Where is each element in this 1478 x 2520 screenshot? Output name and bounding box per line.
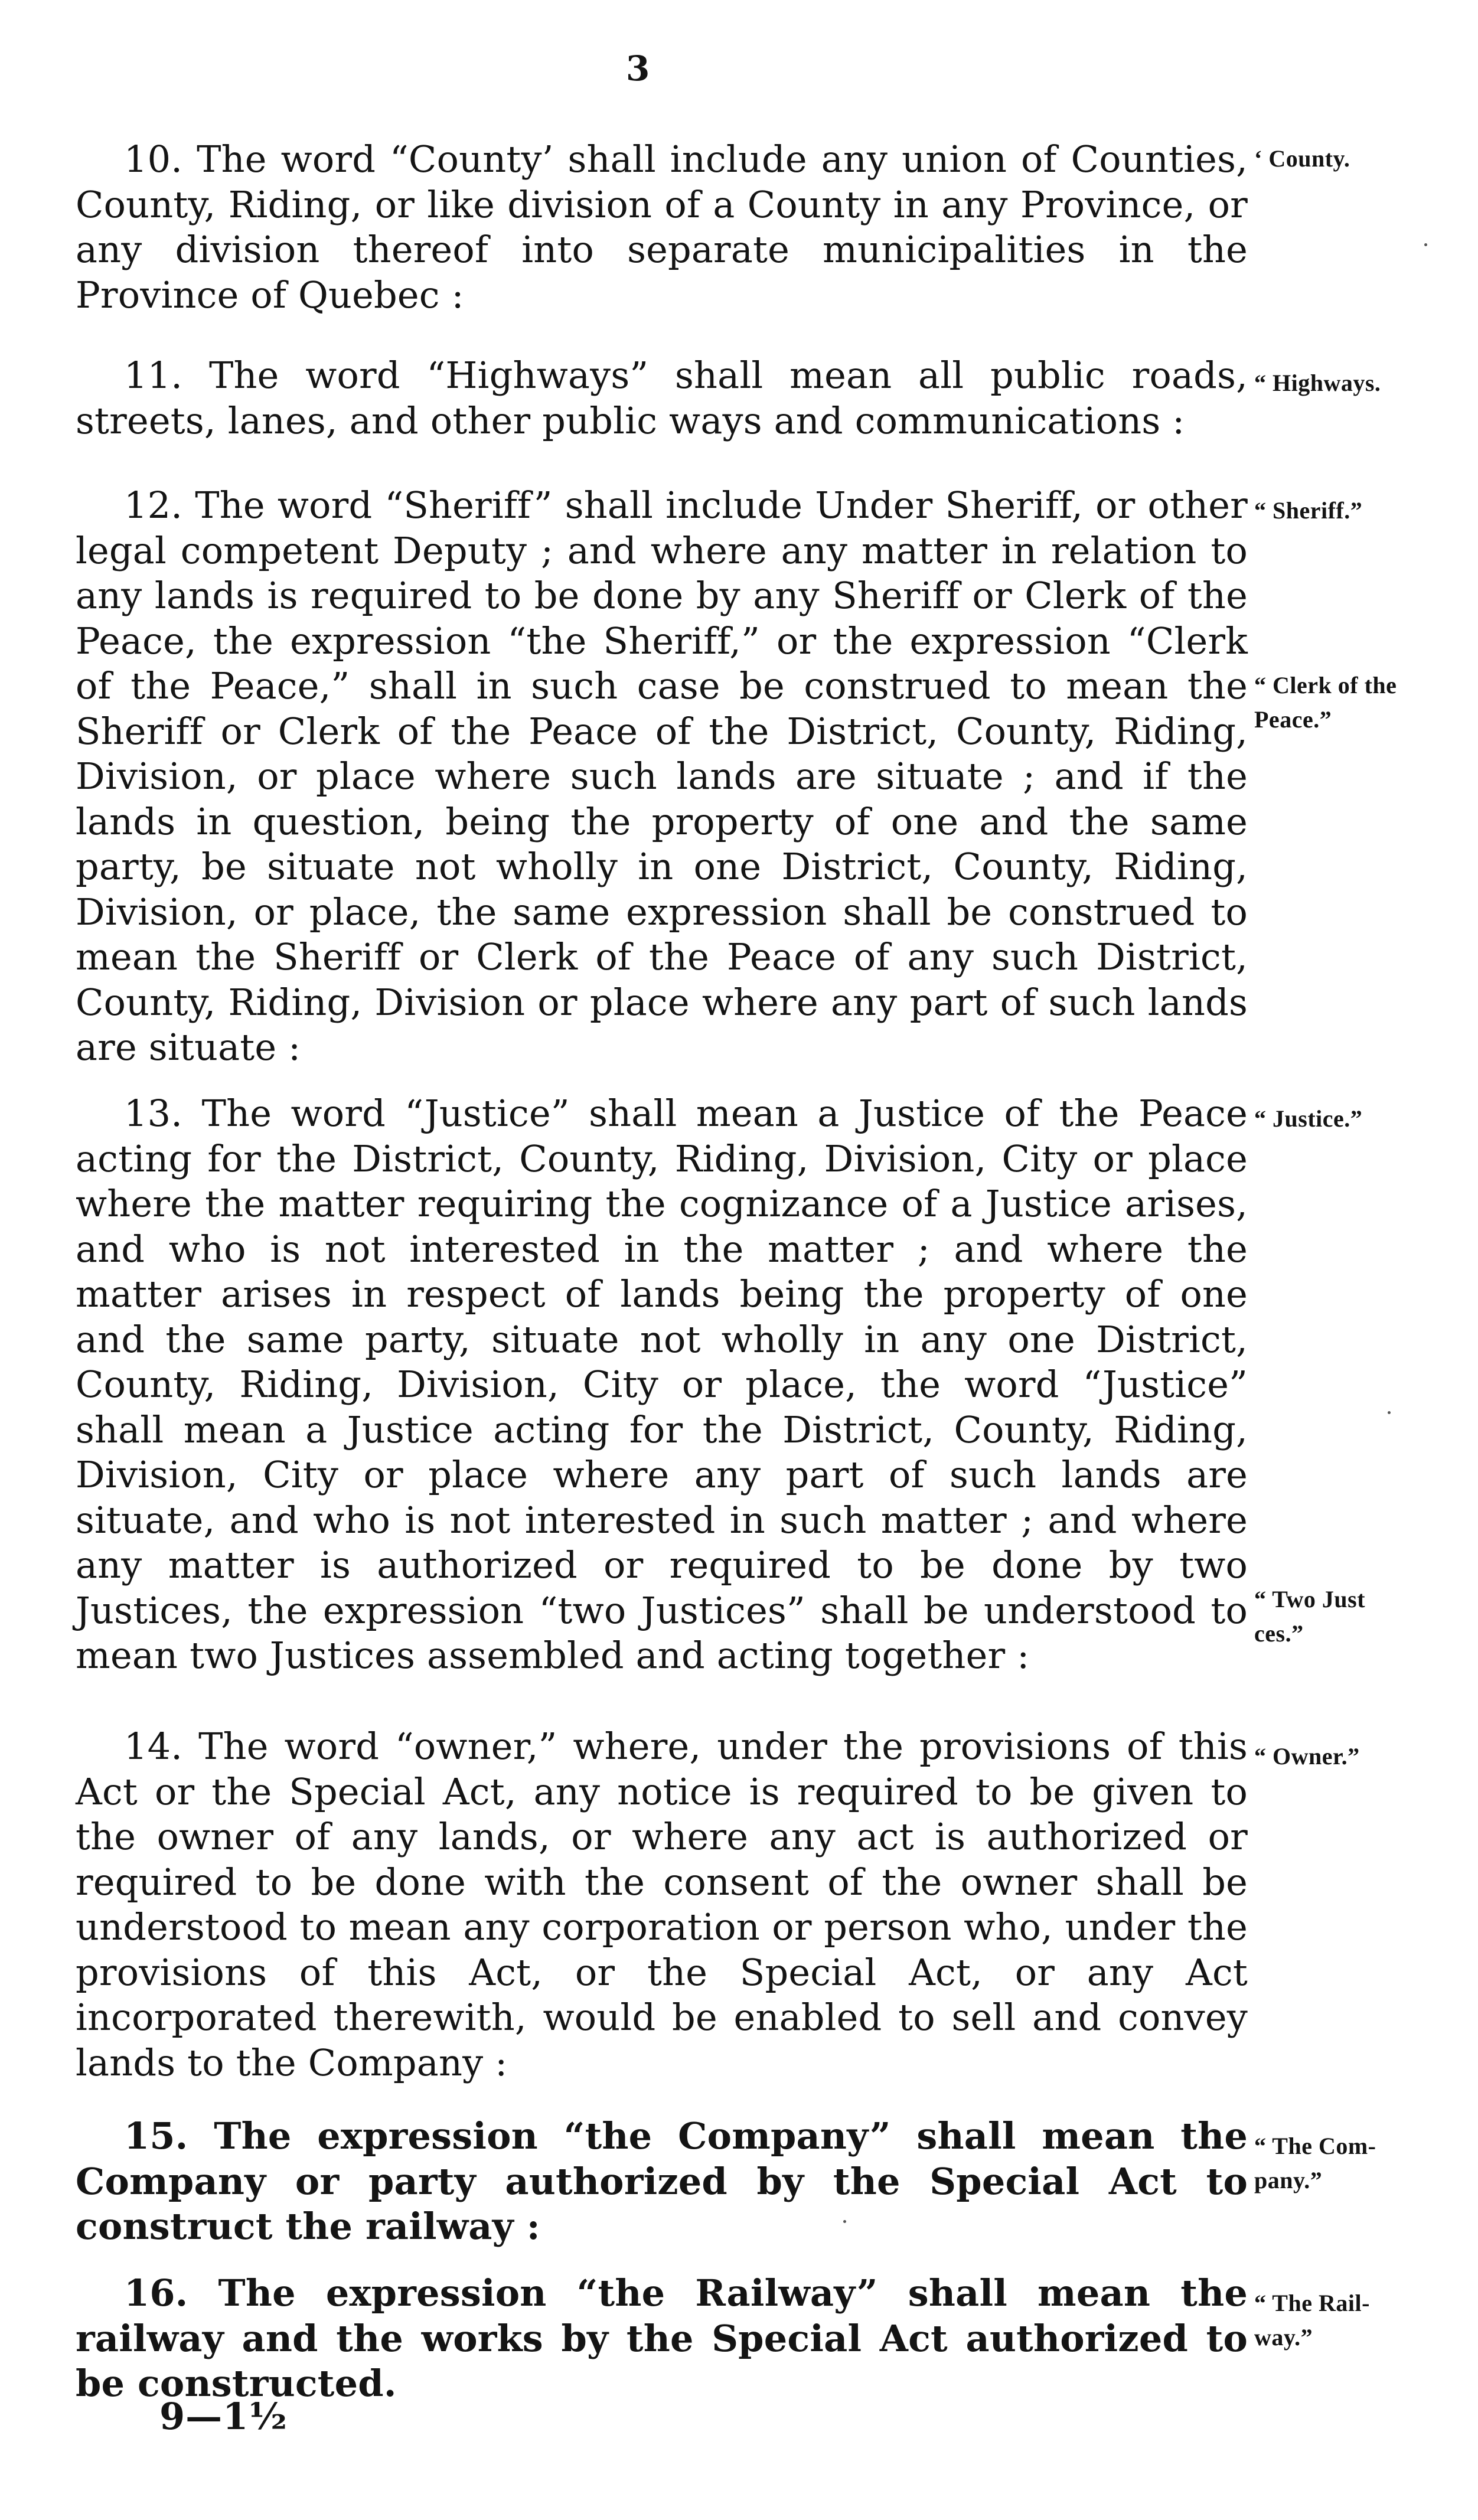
section-14-text: 14. The word “owner,” where, under the provisions of this Act or the Special Act, any notice is required to be given to the owner of any lands, or where any act is authorized or required to be done with the consent of the owner shall be understood to mean any corporation or person who, under the provisions of this Act, or the Special Act, or any Act incorporated therewith, would be enabled to sell and convey lands to the Company :: [76, 1725, 1248, 2084]
section-15-text: 15. The expression “the Company” shall mean the Company or party authorized by the Special Act to construct the railway :: [76, 2114, 1248, 2248]
margin-note-the-railway: “ The Rail- way.”: [1254, 2290, 1370, 2351]
section-16-text: 16. The expression “the Railway” shall mean the railway and the works by the Special Act authorized to be constructed.: [76, 2271, 1248, 2405]
section-11-text: 11. The word “Highways” shall mean all public roads, streets, lanes, and other public ways and communications :: [76, 354, 1248, 442]
margin-note-owner: “ Owner.”: [1254, 1743, 1360, 1770]
scan-speck: [1388, 1411, 1391, 1414]
margin-note-the-company: “ The Com- pany.”: [1254, 2133, 1376, 2193]
section-12-text: 12. The word “Sheriff” shall include Under Sheriff, or other legal competent Deputy ; and where any matter in relation to any lands is required to be done by any Sheriff or Clerk of the Peace, the expression “the Sheriff,” or the expression “Clerk of the Peace,” shall in such case be construed to mean the Sheriff or Clerk of the Peace of the District, County, Riding, Division, or place where such lands are situate ; and if the lands in question, being the property of one and the same party, be situate not wholly in one District, County, Riding, Division, or place, the same expression shall be construed to mean the Sheriff or Clerk of the Peace of any such District, County, Riding, Division or place where any part of such lands are situate :: [76, 484, 1248, 1069]
margin-note-justice: “ Justice.”: [1254, 1105, 1363, 1132]
margin-note-highways: “ Highways.: [1254, 370, 1381, 396]
margin-note-sheriff: “ Sheriff.”: [1254, 497, 1363, 524]
margin-note-clerk-of-the-peace: “ Clerk of the Peace.”: [1254, 672, 1397, 733]
section-13-text: 13. The word “Justice” shall mean a Justice of the Peace acting for the District, County, Riding, Division, City or place where the matter requiring the cognizance of a Justice arises, and who is not interested in the matter ; and where the matter arises in respect of lands being the property of one and the same party, situate not wholly in any one District, County, Riding, Division, City or place, the word “Justice” shall mean a Justice acting for the District, County, Riding, Division, City or place where any part of such lands are situate, and who is not interested in such matter ; and where any matter is authorized or required to be done by two Justices, the expression “two Justices” shall be understood to mean two Justices assembled and acting together :: [76, 1092, 1248, 1677]
section-10-text: 10. The word “County’ shall include any union of Counties, County, Riding, or like division of a County in any Province, or any division thereof into separate municipalities in the Province of Quebec :: [76, 138, 1248, 316]
page-number: 3: [626, 48, 650, 89]
margin-note-two-justices: “ Two Just ces.”: [1254, 1586, 1366, 1647]
scan-speck: [1424, 243, 1427, 246]
scan-speck: [843, 2220, 846, 2223]
margin-note-county: ‘ County.: [1254, 145, 1350, 172]
signature-mark: 9—1½: [159, 2395, 288, 2438]
